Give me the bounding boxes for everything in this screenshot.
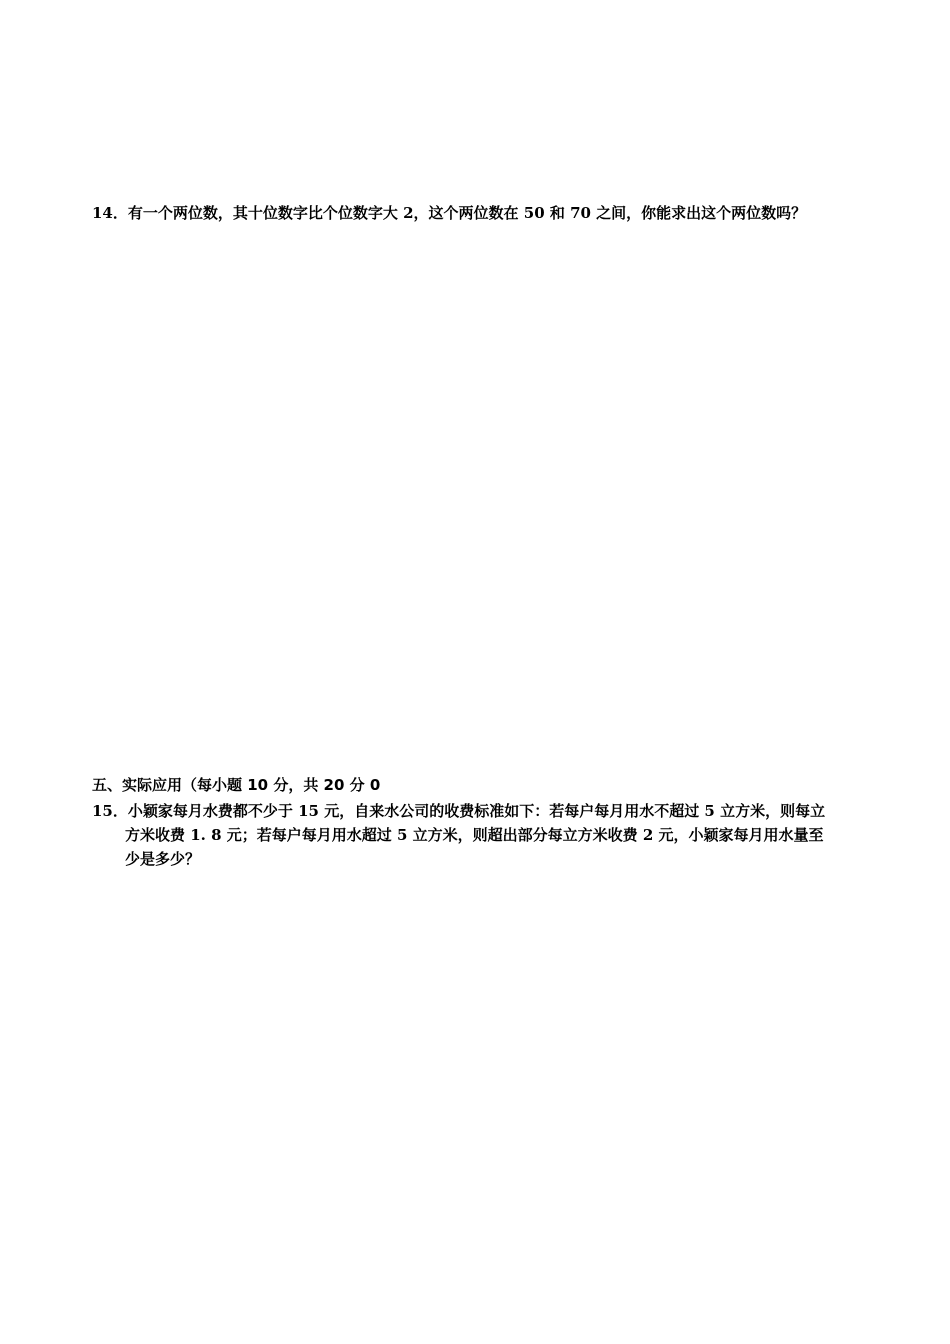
- question-14-text: 有一个两位数，其十位数字比个位数字大 2，这个两位数在 50 和 70 之间，你能求出这个两位数吗？: [127, 204, 807, 222]
- question-15-line-2: 方米收费 1. 8 元；若每户每月用水超过 5 立方米，则超出部分每立方米收费 2 元，小颖家每月用水量至: [125, 826, 824, 844]
- question-15: [92, 799, 872, 871]
- question-15-number: 15．: [92, 802, 128, 820]
- question-14: [92, 203, 872, 223]
- question-15-line-1: [92, 799, 872, 823]
- section-5-title: 五、实际应用（每小题 10 分，共 20 分 0: [92, 776, 381, 794]
- question-15-text-1: 小颖家每月水费都不少于 15 元，自来水公司的收费标准如下：若每户每月用水不超过 5 立方米，则每立: [127, 802, 826, 820]
- question-14-number: 14．: [92, 204, 128, 222]
- question-15-line-3: 少是多少？: [125, 850, 201, 868]
